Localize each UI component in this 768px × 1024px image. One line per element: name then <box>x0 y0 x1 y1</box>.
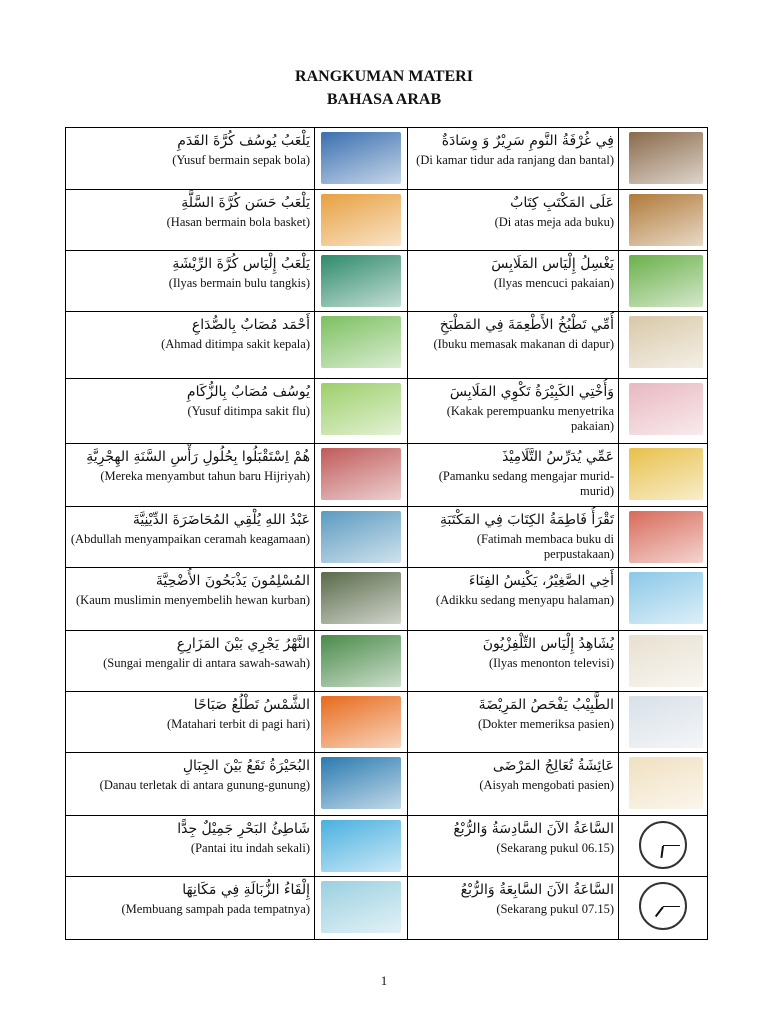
right-indonesian-translation: (Ilyas menonton televisi) <box>489 656 614 670</box>
left-arabic-sentence: يَلْعَبُ إِلْيَاس كُرَّةَ الرِّيْشَةِ <box>172 256 310 272</box>
sacrifice-photo <box>321 572 401 624</box>
document-title-line-2: BAHASA ARAB <box>326 91 442 108</box>
parade-photo <box>321 448 401 500</box>
left-indonesian-translation: (Yusuf bermain sepak bola) <box>172 153 310 167</box>
left-indonesian-translation: (Membuang sampah pada tempatnya) <box>121 902 310 916</box>
right-arabic-sentence: أُمِّي تَطْبُخُ الأَطْعِمَةَ فِي المَطْبَخِ <box>439 317 614 333</box>
table-row <box>66 507 708 568</box>
washing-clothes-cartoon <box>629 255 703 307</box>
cooking-photo <box>629 316 703 368</box>
table-row <box>66 444 708 507</box>
left-indonesian-translation: (Abdullah menyampaikan ceramah keagamaan) <box>70 532 310 546</box>
left-indonesian-translation: (Hasan bermain bola basket) <box>166 215 310 229</box>
right-arabic-sentence: وَأُخْتِي الكَبِيْرَةُ تَكْوِي المَلَابِسَ <box>449 384 614 400</box>
right-arabic-sentence: السَّاعَةُ الآنَ السَّادِسَةُ وَالرُّبْعُ <box>453 821 614 837</box>
clock-hour-hand <box>660 846 664 858</box>
table-row <box>66 568 708 631</box>
right-indonesian-translation: (Adikku sedang menyapu halaman) <box>435 593 614 607</box>
right-arabic-sentence: أَخِي الصَّغِيْرُ، يَكْنِسُ الفِنَاءَ <box>468 573 614 589</box>
left-indonesian-translation: (Ahmad ditimpa sakit kepala) <box>161 337 310 351</box>
table-row <box>66 190 708 251</box>
left-arabic-sentence: البُحَيْرَةُ تَقَعُ بَيْنَ الجِبَالِ <box>182 758 310 774</box>
beach-photo <box>321 820 401 872</box>
left-arabic-sentence: أَحْمَد مُصَابٌ بِالصُّدَاعِ <box>191 317 310 333</box>
left-indonesian-translation: (Matahari terbit di pagi hari) <box>167 717 310 731</box>
left-indonesian-translation: (Sungai mengalir di antara sawah-sawah) <box>103 656 310 670</box>
sunrise-photo <box>321 696 401 748</box>
left-indonesian-translation: (Pantai itu indah sekali) <box>190 841 310 855</box>
left-arabic-sentence: الشَّمْسُ تَطْلُعُ صَبَاحًا <box>193 697 310 713</box>
television-cartoon <box>629 635 703 687</box>
right-indonesian-translation: (Di kamar tidur ada ranjang dan bantal) <box>416 153 614 167</box>
right-indonesian-translation: (Sekarang pukul 06.15) <box>496 841 614 855</box>
right-arabic-sentence: يَغْسِلُ إِلْيَاس المَلَابِسَ <box>491 256 614 272</box>
classroom-cartoon <box>629 448 703 500</box>
clock-minute-hand <box>663 906 680 907</box>
right-arabic-sentence: عَائِشَةُ تُعَالِجُ المَرْضَى <box>492 758 614 774</box>
lecture-cartoon <box>321 511 401 563</box>
right-indonesian-translation: (Sekarang pukul 07.15) <box>496 902 614 916</box>
left-indonesian-translation: (Danau terletak di antara gunung-gunung) <box>99 778 310 792</box>
left-indonesian-translation: (Kaum muslimin menyembelih hewan kurban) <box>76 593 310 607</box>
right-arabic-sentence: الطَّبِيْبُ يَفْحَصُ المَرِيْضَةَ <box>478 697 614 713</box>
document-title-line-1: RANGKUMAN MATERI <box>295 68 473 85</box>
left-arabic-sentence: هُمْ اِسْتَقْبَلُوا بِحُلُولِ رَأْسِ السَّنَةِ الهِجْرِيَّةِ <box>86 449 310 465</box>
right-indonesian-translation: (Aisyah mengobati pasien) <box>479 778 614 792</box>
ironing-photo <box>629 383 703 435</box>
headache-cartoon <box>321 316 401 368</box>
table-row <box>66 692 708 753</box>
left-arabic-sentence: عَبْدُ اللهِ يُلْقِي المُحَاضَرَةَ الدِّيْنِيَّةَ <box>132 512 310 528</box>
right-indonesian-translation: (Fatimah membaca buku di perpustakaan) <box>476 532 614 561</box>
flu-cartoon <box>321 383 401 435</box>
right-arabic-sentence: عَلَى المَكْتَبِ كِتَابٌ <box>510 195 614 211</box>
nurse-cartoon <box>629 757 703 809</box>
soccer-players-photo <box>321 132 401 184</box>
vocabulary-table <box>65 127 708 940</box>
left-arabic-sentence: شَاطِئُ البَحْرِ جَمِيْلٌ جِدًّا <box>177 821 310 837</box>
bedroom-photo <box>629 132 703 184</box>
clock-icon <box>639 882 687 930</box>
table-row <box>66 877 708 940</box>
table-row <box>66 379 708 444</box>
right-arabic-sentence: تَقْرَأُ فَاطِمَةُ الكِتَابَ فِي المَكْتَبَةِ <box>440 512 614 528</box>
left-arabic-sentence: النَّهْرُ يَجْرِي بَيْنَ المَزَارِعِ <box>176 636 310 652</box>
right-indonesian-translation: (Kakak perempuanku menyetrika pakaian) <box>446 404 614 433</box>
table-row <box>66 128 708 190</box>
lake-photo <box>321 757 401 809</box>
right-arabic-sentence: السَّاعَةُ الآنَ السَّابِعَةُ وَالرُّبْعُ <box>460 882 614 898</box>
badminton-court-photo <box>321 255 401 307</box>
right-indonesian-translation: (Ibuku memasak makanan di dapur) <box>433 337 614 351</box>
clock-minute-hand <box>663 845 680 846</box>
page-number: 1 <box>380 973 388 988</box>
clock-hour-hand <box>655 906 664 917</box>
left-arabic-sentence: المُسْلِمُونَ يَذْبَحُونَ الأُضْحِيَّةَ <box>155 573 310 589</box>
left-arabic-sentence: يَلْعَبُ حَسَن كُرَّةَ السَّلَّةِ <box>181 195 310 211</box>
right-indonesian-translation: (Di atas meja ada buku) <box>494 215 614 229</box>
table-row <box>66 753 708 816</box>
table-row <box>66 631 708 692</box>
right-arabic-sentence: فِي غُرْفَةُ النَّومِ سَرِيْرٌ وَ وِسَادَةٌ <box>441 133 614 149</box>
desk-picture <box>629 194 703 246</box>
left-indonesian-translation: (Ilyas bermain bulu tangkis) <box>168 276 310 290</box>
right-arabic-sentence: عَمِّي يُدَرِّسُ التَّلَامِيْذَ <box>502 449 614 465</box>
right-indonesian-translation: (Dokter memeriksa pasien) <box>477 717 614 731</box>
trash-cartoon <box>321 881 401 933</box>
right-indonesian-translation: (Pamanku sedang mengajar murid-murid) <box>438 469 614 498</box>
doctor-photo <box>629 696 703 748</box>
table-row <box>66 816 708 877</box>
table-row <box>66 251 708 312</box>
clock-icon <box>639 821 687 869</box>
right-indonesian-translation: (Ilyas mencuci pakaian) <box>493 276 614 290</box>
sweeping-cartoon <box>629 572 703 624</box>
basketball-cartoon <box>321 194 401 246</box>
right-arabic-sentence: يُشَاهِدُ إِلْيَاس التِّلْفِزْيُونَ <box>482 636 614 652</box>
river-photo <box>321 635 401 687</box>
left-arabic-sentence: يُوسُف مُصَابٌ بِالزُّكَامِ <box>186 384 310 400</box>
table-row <box>66 312 708 379</box>
left-indonesian-translation: (Mereka menyambut tahun baru Hijriyah) <box>100 469 310 483</box>
library-cartoon <box>629 511 703 563</box>
left-arabic-sentence: إِلْقَاءُ الزُّبَالَةِ فِي مَكَانِهَا <box>182 882 310 898</box>
left-indonesian-translation: (Yusuf ditimpa sakit flu) <box>187 404 310 418</box>
left-arabic-sentence: يَلْعَبُ يُوسُف كُرَّةَ القَدَمِ <box>177 133 310 149</box>
